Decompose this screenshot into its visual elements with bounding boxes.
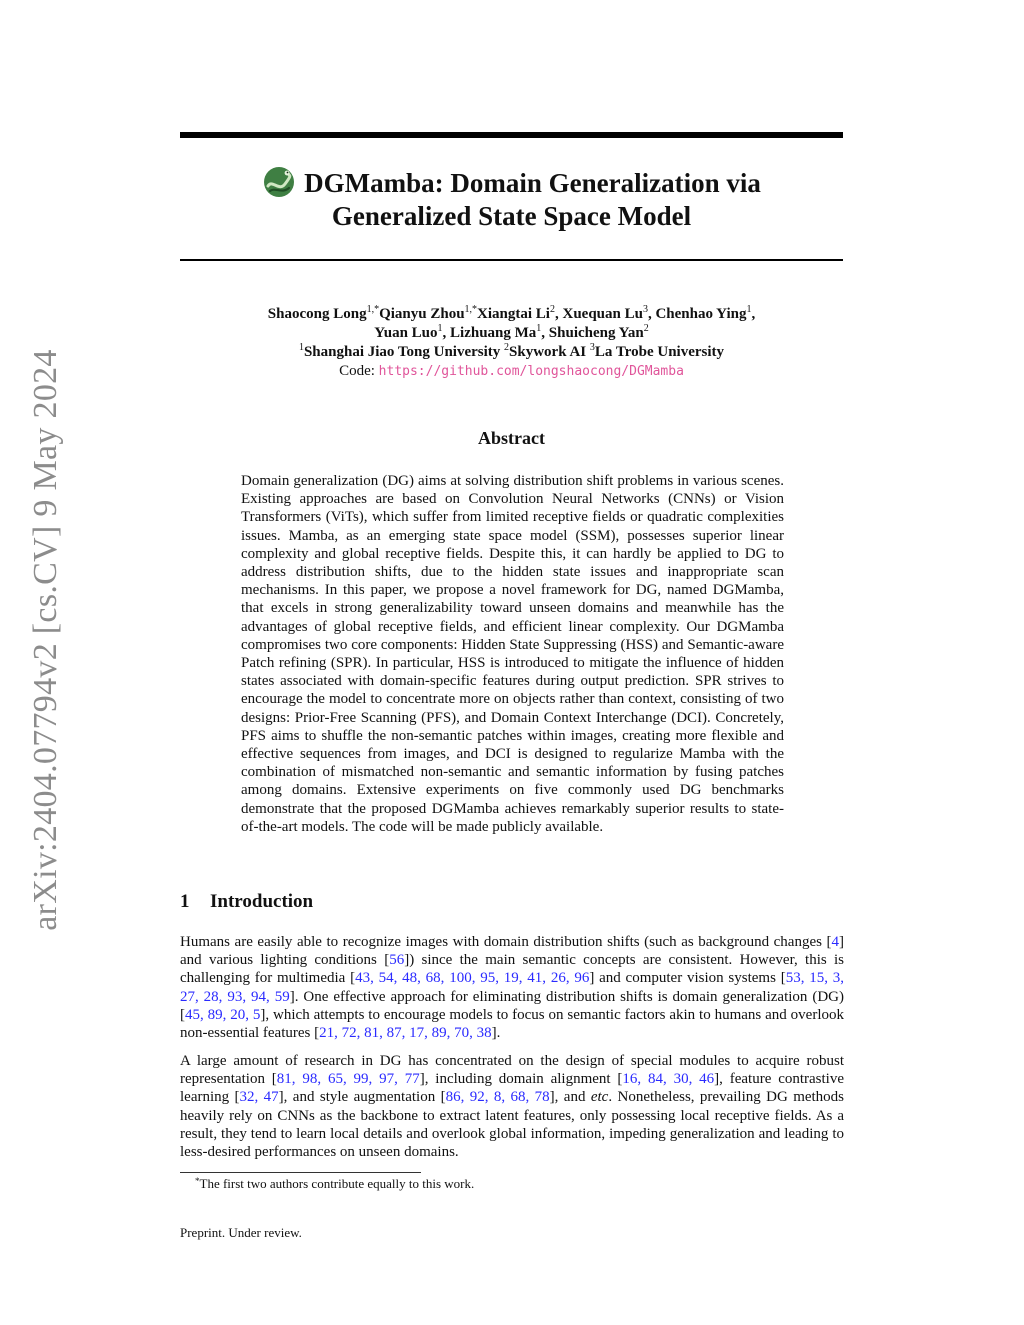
footnote-mark: * bbox=[195, 1176, 200, 1186]
citation-link[interactable]: 16, 84, 30, 46 bbox=[622, 1071, 715, 1088]
affiliation-name: Shanghai Jiao Tong University bbox=[303, 344, 505, 360]
section-heading-introduction bbox=[180, 891, 313, 913]
affiliation-name: Skywork AI bbox=[509, 344, 590, 360]
author-affiliation-mark: 1,* bbox=[366, 304, 380, 315]
citation-link[interactable]: 86, 92, 8, 68, 78 bbox=[445, 1089, 550, 1106]
author-block bbox=[180, 305, 843, 381]
paragraph-text: ] and various lighting conditions [ bbox=[180, 934, 844, 969]
paragraph-text: ], including domain alignment [ bbox=[419, 1071, 623, 1088]
author-name: Shaocong Long bbox=[267, 306, 367, 322]
emphasis-text: etc bbox=[590, 1089, 609, 1106]
paragraph-text: ], and style augmentation [ bbox=[278, 1089, 446, 1106]
code-availability bbox=[180, 362, 843, 381]
author-separator: , bbox=[751, 306, 756, 322]
affiliations bbox=[180, 343, 843, 362]
author-affiliation-mark: 1 bbox=[536, 323, 542, 334]
intro-paragraph-1 bbox=[180, 933, 844, 1042]
title-line-2: Generalized State Space Model bbox=[331, 201, 692, 231]
arxiv-identifier[interactable]: arXiv:2404.07794v2 [cs.CV] 9 May 2024 bbox=[27, 349, 64, 931]
author-name: Chenhao Ying bbox=[655, 306, 747, 322]
paragraph-text: ]. bbox=[491, 1025, 501, 1042]
citation-link[interactable]: 21, 72, 81, 87, 17, 89, 70, 38 bbox=[319, 1025, 492, 1042]
author-line-1 bbox=[180, 305, 843, 324]
author-name: Yuan Luo bbox=[374, 325, 438, 341]
footnote-text: The first two authors contribute equally to this work. bbox=[199, 1176, 475, 1191]
author-name: Shuicheng Yan bbox=[548, 325, 644, 341]
author-affiliation-mark: 1 bbox=[437, 323, 443, 334]
affiliation-mark: 2 bbox=[504, 342, 510, 353]
preprint-notice: Preprint. Under review. bbox=[180, 1225, 302, 1240]
citation-link[interactable]: 56 bbox=[389, 952, 405, 969]
citation-link[interactable]: 32, 47 bbox=[239, 1089, 279, 1106]
title-top-rule bbox=[180, 132, 843, 138]
intro-paragraph-2 bbox=[180, 1052, 844, 1161]
section-number: 1 bbox=[180, 891, 190, 912]
abstract-body: Domain generalization (DG) aims at solving distribution shift problems in various scenes. Existing approaches are based on Convolution Neural Networks (CNNs) or Vision Transformers (ViTs), which suffer from limited receptive fields or quadratic complexities issues. Mamba, as an emerging state space model (SSM), possesses superior linear complexity and global receptive fields. Despite this, it can hardly be applied to DG to address distribution shifts, due to the hidden state issues and inappropriate scan mechanisms. In this paper, we propose a novel framework for DG, named DGMamba, that excels in strong generalizability toward unseen domains and meanwhile has the advantages of global receptive fields, and efficient linear complexity. Our DGMamba compromises two core components: Hidden State Suppressing (HSS) and Semantic-aware Patch refining (SPR). In particular, HSS is introduced to mitigate the influence of hidden states associated with domain-specific features during output prediction. SPR strives to encourage the model to concentrate more on objects rather than context, consisting of two designs: Prior-Free Scanning (PFS), and Domain Context Interchange (DCI). Concretely, PFS aims to shuffle the non-semantic patches within images, creating more flexible and effective sequences from images, and DCI is designed to regularize Mamba with the combination of mismatched non-semantic and semantic information by fusing patches among domains. Extensive experiments on five commonly used DG benchmarks demonstrate that the proposed DGMamba achieves remarkably superior results to state-of-the-art models. The code will be made publicly available. bbox=[241, 473, 784, 835]
paper-title bbox=[180, 165, 843, 233]
paragraph-text: ], feature contrastive learning [ bbox=[180, 1071, 845, 1106]
affiliation-mark: 1 bbox=[298, 342, 304, 353]
author-separator: , bbox=[647, 306, 656, 322]
snake-logo-icon bbox=[262, 165, 296, 199]
affiliation-mark: 3 bbox=[589, 342, 595, 353]
author-separator: , bbox=[554, 306, 563, 322]
footnote-rule bbox=[180, 1172, 421, 1173]
author-separator: , bbox=[541, 325, 549, 341]
footnote bbox=[195, 1176, 474, 1192]
affiliation-name: La Trobe University bbox=[594, 344, 725, 360]
author-affiliation-mark: 2 bbox=[549, 304, 555, 315]
author-name: Qianyu Zhou bbox=[379, 306, 465, 322]
author-affiliation-mark: 2 bbox=[643, 323, 649, 334]
author-name: Lizhuang Ma bbox=[450, 325, 537, 341]
section-title: Introduction bbox=[210, 891, 314, 912]
citation-link[interactable]: 53, 15, 3, 27, 28, 93, 94, 59 bbox=[180, 970, 845, 1005]
author-line-2 bbox=[180, 324, 843, 343]
title-bottom-rule bbox=[180, 259, 843, 261]
code-label: Code: bbox=[339, 363, 379, 379]
paragraph-text: . Nonetheless, prevailing DG methods heavily rely on CNNs as the backbone to extract latent features, only possessing local receptive fields. As a result, they tend to learn local details and overlook global information, impeding generalization and leading to less-desired performances on unseen domains. bbox=[180, 1089, 845, 1161]
paragraph-text: ], and bbox=[549, 1089, 591, 1106]
paragraph-text: A large amount of research in DG has concentrated on the design of special modules to acquire robust representation [ bbox=[180, 1053, 844, 1088]
citation-link[interactable]: 45, 89, 20, 5 bbox=[185, 1006, 261, 1023]
abstract-heading: Abstract bbox=[478, 428, 545, 448]
author-affiliation-mark: 1,* bbox=[464, 304, 478, 315]
author-affiliation-mark: 1 bbox=[746, 304, 752, 315]
citation-link[interactable]: 4 bbox=[831, 934, 839, 950]
paragraph-text: ]) since the main semantic concepts are consistent. However, this is challenging for multimedia [ bbox=[180, 952, 845, 987]
paragraph-text: ], which attempts to encourage models to focus on semantic factors akin to humans and overlook non-essential features [ bbox=[180, 1006, 845, 1042]
citation-link[interactable]: 81, 98, 65, 99, 97, 77 bbox=[276, 1071, 420, 1088]
paragraph-text: ] and computer vision systems [ bbox=[589, 970, 786, 987]
author-separator: , bbox=[442, 325, 451, 341]
paragraph-text: Humans are easily able to recognize images with domain distribution shifts (such as background changes [ bbox=[180, 934, 832, 950]
author-affiliation-mark: 3 bbox=[642, 304, 648, 315]
code-link[interactable]: https://github.com/longshaocong/DGMamba bbox=[378, 364, 684, 379]
author-name: Xuequan Lu bbox=[562, 306, 643, 322]
author-name: Xiangtai Li bbox=[477, 306, 550, 322]
citation-link[interactable]: 43, 54, 48, 68, 100, 95, 19, 41, 26, 96 bbox=[355, 970, 590, 987]
paragraph-text: ]. One effective approach for eliminating distribution shifts is domain generalization (DG) [ bbox=[180, 988, 845, 1023]
title-line-1: DGMamba: Domain Generalization via bbox=[304, 168, 761, 198]
